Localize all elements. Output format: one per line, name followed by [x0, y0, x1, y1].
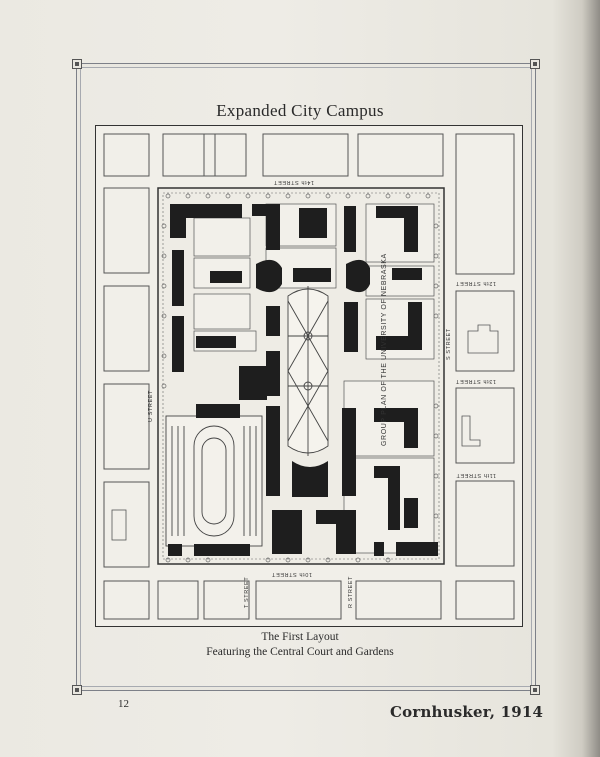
frame-corner-ornament	[530, 59, 540, 69]
street-label-t: T STREET	[244, 576, 250, 608]
frame-corner-ornament	[530, 685, 540, 695]
map-caption-line1: The First Layout	[261, 631, 339, 643]
street-label-left: U STREET	[148, 390, 154, 422]
street-label-12th: 12th STREET	[455, 280, 496, 286]
page-title: Expanded City Campus	[216, 101, 384, 120]
street-label-13th: 13th STREET	[455, 378, 496, 384]
athletic-field	[166, 416, 262, 546]
campus-plan-map	[95, 125, 523, 627]
campus-plan-drawing	[96, 126, 522, 626]
street-label-r: R STREET	[348, 576, 354, 608]
map-caption-line2: Featuring the Central Court and Gardens	[206, 646, 394, 658]
plan-title-text: GROUP PLAN OF THE UNIVERSITY OF NEBRASKA	[381, 253, 388, 446]
footer-title: Cornhusker, 1914	[390, 703, 544, 721]
frame-corner-ornament	[72, 59, 82, 69]
street-label-bottom: 10th STREET	[271, 571, 312, 577]
page-number: 12	[118, 698, 129, 710]
central-court	[288, 286, 328, 456]
street-label-11th: 11th STREET	[455, 472, 496, 478]
frame-corner-ornament	[72, 685, 82, 695]
street-label-top: 14th STREET	[273, 179, 314, 185]
street-label-right: S STREET	[446, 328, 452, 360]
